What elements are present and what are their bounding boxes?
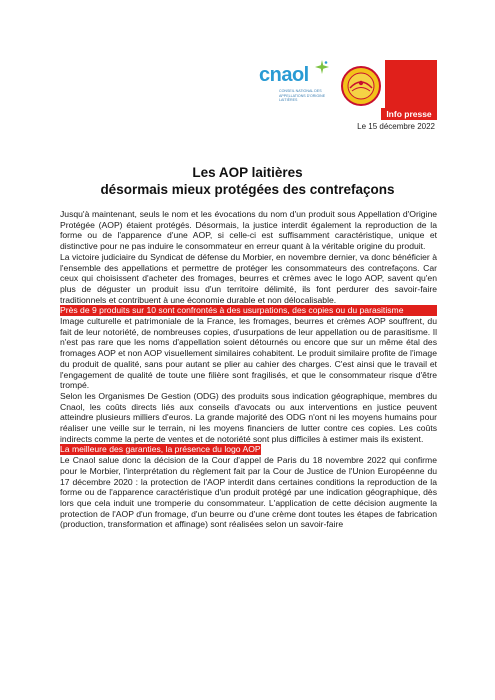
aop-seal-icon: [341, 66, 381, 106]
section1-paragraph-2: Selon les Organismes De Gestion (ODG) des produits sous indication géographique, membres du Cnaol, les coûts directs liés aux conseils d'avocats ou aux interventions en justice peuvent atteindre plusieurs milliers d'euros. La grande majorité des ODG n'ont ni les moyens humains pour réaliser une veille sur le terrain, ni les moyens financiers de lutter contre ces copies. Les coûts indirects comme la perte de ventes et de notoriété sont plus difficiles à estimer mais ils existent.: [60, 390, 437, 444]
logo-subtitle: CONSEIL NATIONAL DES APPELLATIONS D'ORIGINE LAITIÈRES: [279, 89, 326, 102]
page-title: [0, 164, 495, 198]
section2-paragraph-1: Le Cnaol salue donc la décision de la Cour d'appel de Paris du 18 novembre 2022 qui confirme pour le Morbier, l'interprétation du règlement fait par la Cour de Justice de l'Union Européenne du 17 décembre 2020 : la protection de l'AOP interdit dans certaines conditions la reproduction de la forme ou de l'apparence caractéristique d'un produit protégé par une indication géographique, dès lors que cela induit une tromperie du consommateur. L'application de cette décision augmente la protection de l'AOP d'un fromage, d'un beurre ou d'une crème dont toutes les étapes de fabrication (production, transformation et affinage) sont réalisées selon un savoir-faire: [60, 455, 437, 530]
section-heading-1: Près de 9 produits sur 10 sont confrontés à des usurpations, des copies ou du parasitisme: [60, 305, 437, 316]
header: [0, 0, 495, 140]
star-icon: [315, 60, 329, 74]
intro-paragraph-2: La victoire judiciaire du Syndicat de défense du Morbier, en novembre dernier, va donc bénéficier à l'ensemble des appellations et permettre de protéger les consommateurs des contrefaçons. Car ceux qui choisissent d'acheter des fromages, beurres et crèmes avec le logo AOP, savent qu'en plus de déguster un produit issu d'un territoire délimité, ils font perdurer des savoir-faire traditionnels et contribuent à une économie durable et non délocalisable.: [60, 251, 437, 305]
logo-text: cnaol: [259, 64, 309, 86]
brand-block: [385, 60, 437, 110]
cnaol-logo: [259, 64, 339, 112]
press-date: Le 15 décembre 2022: [357, 122, 435, 131]
intro-paragraph-1: Jusqu'à maintenant, seuls le nom et les évocations du nom d'un produit sous Appellation d'Origine Protégée (AOP) étaient protégés. Désormais, la justice interdit également la reproduction de la forme ou de l'apparence d'une AOP, si celle-ci est suffisamment caractéristique, unique et distinctive pour ne pas induire le consommateur en erreur quant à la véritable origine du produit.: [60, 209, 437, 252]
title-line-2: désormais mieux protégées des contrefaçons: [100, 182, 395, 197]
section-heading-2: La meilleure des garanties, la présence du logo AOP: [60, 444, 261, 455]
section1-paragraph-1: Image culturelle et patrimoniale de la France, les fromages, beurres et crèmes AOP souffrent, du fait de leur notoriété, de nombreuses copies, d'usurpations de leur appellation ou de parasitisme. Il n'est pas rare que les noms d'appellation soient détournés ou encore que sur un même étal des fromages AOP et non AOP visuellement similaires cohabitent. Le produit similaire profite de l'image du produit de qualité, sans pour autant se plier au cahier des charges. C'est ainsi que le travail et l'engagement de qualité de toute une filière sont fragilisés, et que le consommateur risque d'être trompé.: [60, 316, 437, 391]
article-body: [60, 209, 437, 530]
info-presse-badge: Info presse: [381, 108, 437, 120]
title-line-1: Les AOP laitières: [192, 165, 303, 180]
